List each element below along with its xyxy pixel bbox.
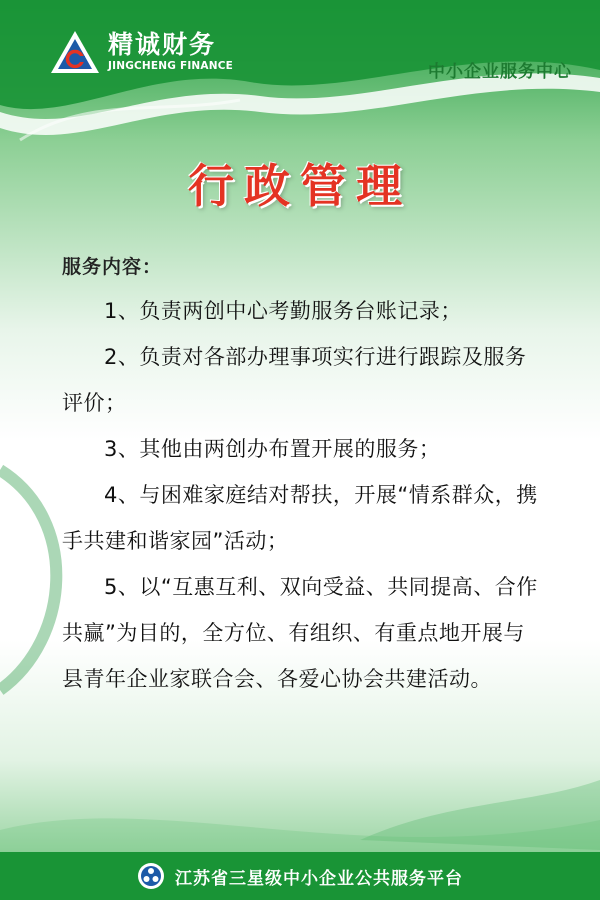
- service-item: 3、其他由两创办布置开展的服务；: [104, 437, 441, 461]
- service-item: 1、负责两创中心考勤服务台账记录；: [104, 299, 462, 323]
- triangle-c-logo-icon: [50, 30, 100, 74]
- content-heading: 服务内容：: [62, 256, 163, 278]
- service-item: 2、负责对各部办理事项实行进行跟踪及服务评价；: [62, 345, 527, 415]
- footer-bar: [0, 852, 600, 900]
- brand-name-cn: 精诚财务: [108, 30, 217, 59]
- page-title: 行政管理: [188, 159, 412, 213]
- service-item: 5、以“互惠互利、双向受益、共同提高、合作共赢”为目的，全方位、有组织、有重点地开展与县青年企业家联合会、各爱心协会共建活动。: [62, 575, 538, 691]
- service-item: 4、与困难家庭结对帮扶，开展“情系群众，携手共建和谐家园”活动；: [62, 483, 538, 553]
- service-list: [62, 288, 542, 702]
- service-platform-emblem-icon: [137, 862, 165, 890]
- brand-name-en: JINGCHENG FINANCE: [108, 60, 234, 72]
- center-label: 中小企业服务中心: [428, 62, 572, 82]
- brand-logo: [50, 30, 233, 74]
- footer-text: 江苏省三星级中小企业公共服务平台: [175, 868, 463, 889]
